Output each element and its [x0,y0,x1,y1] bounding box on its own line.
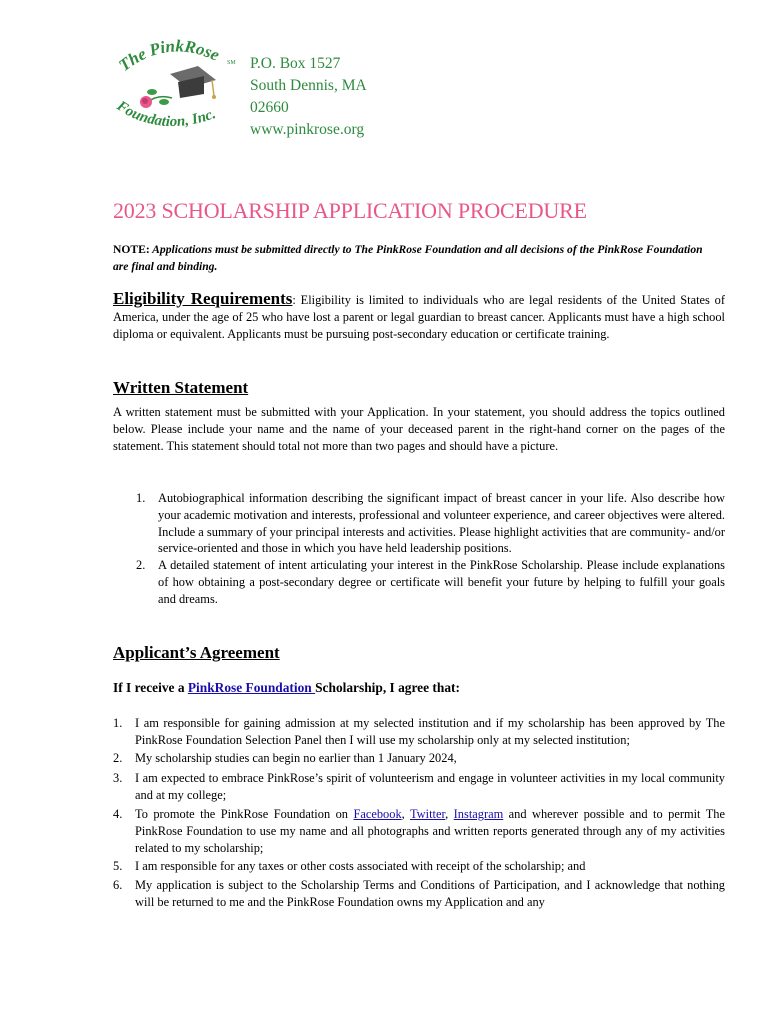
address-block [250,53,367,141]
list-item [113,877,725,911]
list-item-text: A detailed statement of intent articulating your interest in the PinkRose Scholarship. Please include explanations of how obtaining a post-secondary degree or certificate will benefit your future by helping to fulfill your goals and dreams. [158,558,725,606]
list-item-number: 3. [113,771,123,786]
list-item-number: 1. [136,491,146,505]
list-item-text-post: and wherever possible and to permit The PinkRose Foundation to use my name and all photographs and written reports generated through any of my activities related to my scholarship; [135,806,725,855]
instagram-link[interactable]: Instagram [453,806,504,821]
list-item [113,806,725,856]
agreement-heading: Applicant’s Agreement [113,643,280,662]
facebook-link[interactable]: Facebook [353,806,402,821]
separator: , [445,806,454,821]
note-paragraph [113,241,713,275]
note-label: NOTE: [113,243,150,256]
page-title: 2023 SCHOLARSHIP APPLICATION PROCEDURE [113,198,587,223]
pinkrose-foundation-link[interactable]: PinkRose Foundation [187,680,316,695]
list-item [136,490,725,557]
list-item-number: 5. [113,859,123,874]
eligibility-section [113,290,725,343]
list-item [113,858,725,875]
agreement-intro-post: Scholarship, I agree that: [315,680,460,695]
logo-tm: SM [227,60,236,66]
note-text: Applications must be submitted directly to The PinkRose Foundation and all decisions of the PinkRose Foundation are final and binding. [113,243,703,273]
list-item [113,715,725,749]
graduation-cap-icon [170,66,216,99]
list-item-number: 1. [113,716,123,730]
list-item [136,557,725,607]
list-item-text: Autobiographical information describing the significant impact of breast cancer in your life. Also describe how your academic motivation and interests, professional and volunteer experience, and career objectives were altered. Include a summary of your principal interests and activities. Please highlight activities that are community- and/or service-oriented and those in which you have held leadership positions. [158,491,725,556]
list-item-number: 2. [136,558,146,573]
logo-line2: Foundation, Inc. [113,98,218,131]
address-city-state: South Dennis, MA [250,77,367,94]
address-po-box: P.O. Box 1527 [250,55,341,72]
agreement-intro-pre: If I receive a [113,680,188,695]
agreement-intro [113,680,460,696]
list-item [113,770,725,804]
written-statement-text: A written statement must be submitted with your Application. In your statement, you should address the topics outlined below. Please include your name and the name of your deceased parent in the right-hand corner on the pages of the statement. This statement should total not more than two pages and should have a picture. [113,405,725,453]
rose-icon [140,89,172,108]
separator: , [401,806,410,821]
twitter-link[interactable]: Twitter [409,806,446,821]
written-statement-heading: Written Statement [113,378,249,397]
list-item-number: 4. [113,806,123,821]
eligibility-heading: Eligibility Requirements [113,289,293,308]
list-item-text: My scholarship studies can begin no earlier than 1 January 2024, [135,750,457,765]
list-item-number: 6. [113,878,123,893]
pinkrose-foundation-logo [112,36,242,141]
eligibility-text: : Eligibility is limited to individuals who are legal residents of the United States of America, under the age of 25 who have lost a parent or legal guardian to breast cancer. Applicants must have a high school diploma or equivalent. Applicants must be pursuing post-secondary education or certificate training. [113,293,725,341]
list-item [113,750,725,767]
written-statement-list [136,490,725,608]
list-item-text: I am expected to embrace PinkRose’s spirit of volunteerism and engage in volunteer activities in my local community and at my college; [135,771,725,803]
logo-text-top [115,36,223,75]
list-item-text-pre: To promote the PinkRose Foundation on [135,806,354,821]
list-item-text: I am responsible for gaining admission at my selected institution and if my scholarship has been approved by The PinkRose Foundation Selection Panel then I will use my scholarship only at my selected institution; [135,716,725,747]
list-item-text: I am responsible for any taxes or other costs associated with receipt of the scholarship; and [135,859,586,874]
address-website[interactable]: www.pinkrose.org [250,121,365,138]
address-zip: 02660 [250,99,289,116]
agreement-list [113,715,725,911]
list-item-number: 2. [113,750,123,765]
logo-line1: The PinkRose [115,36,223,76]
list-item-text: My application is subject to the Scholarship Terms and Conditions of Participation, and I acknowledge that nothing will be returned to me and the PinkRose Foundation owns my Application and any [135,878,725,909]
